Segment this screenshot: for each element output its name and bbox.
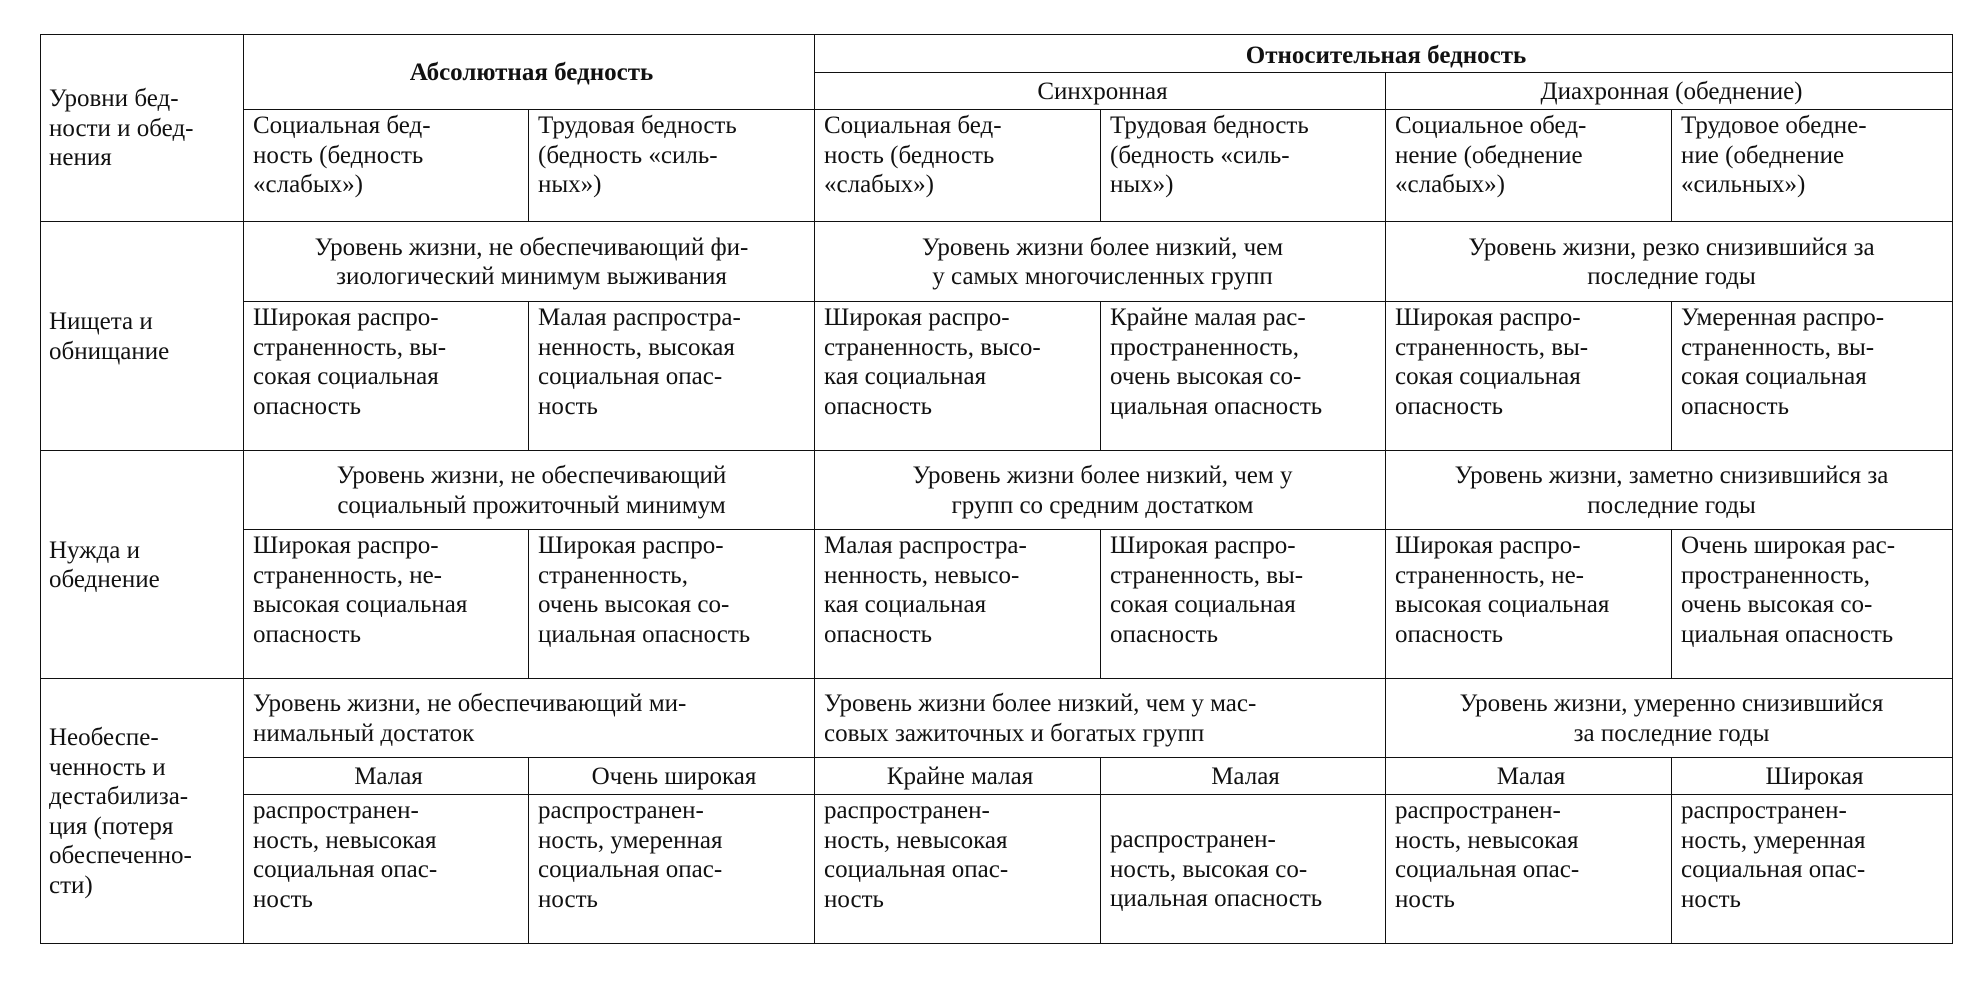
table-cell: Широкая распро- страненность, вы- сокая социальная опасность: [1386, 302, 1672, 451]
relative-poverty-header: Относительная бедность: [815, 35, 1953, 73]
level-description: Уровень жизни, умеренно снизившийся за последние годы: [1386, 679, 1953, 758]
table-cell: Широкая распро- страненность, не- высокая социальная опасность: [244, 530, 529, 679]
prevalence-head: Малая: [1101, 758, 1386, 795]
level-label: Нужда и обеднение: [41, 451, 244, 679]
level-1-cells-row: [41, 302, 1953, 451]
prevalence-head: Очень широкая: [529, 758, 815, 795]
level-label: Нищета и обнищание: [41, 222, 244, 451]
prevalence-head: Крайне малая: [815, 758, 1101, 795]
poverty-levels-table: [40, 34, 1953, 944]
column-header: Социальная бед- ность (бедность «слабых»): [244, 110, 529, 222]
table-cell: Малая распростра- ненность, высокая социальная опас- ность: [529, 302, 815, 451]
table-cell: Очень широкая рас- пространенность, очень высокая со- циальная опасность: [1672, 530, 1953, 679]
level-description: Уровень жизни, не обеспечивающий ми- нимальный достаток: [244, 679, 815, 758]
table-cell: Умеренная распро- страненность, вы- сокая социальная опасность: [1672, 302, 1953, 451]
table-cell: распространен- ность, невысокая социальная опас- ность: [815, 795, 1101, 944]
level-description: Уровень жизни, резко снизившийся за последние годы: [1386, 222, 1953, 302]
column-header: Трудовая бедность (бедность «силь- ных»): [1101, 110, 1386, 222]
level-3-cells-row: [41, 795, 1953, 944]
prevalence-head: Малая: [1386, 758, 1672, 795]
prevalence-head: Малая: [244, 758, 529, 795]
table-cell: Широкая распро- страненность, не- высокая социальная опасность: [1386, 530, 1672, 679]
column-header: Социальное обед- нение (обеднение «слабых»): [1386, 110, 1672, 222]
header-row-1: [41, 35, 1953, 73]
level-2-cells-row: [41, 530, 1953, 679]
level-description: Уровень жизни, заметно снизившийся за последние годы: [1386, 451, 1953, 530]
table-cell: распространен- ность, высокая со- циальная опасность: [1101, 795, 1386, 944]
diachronous-header: Диахронная (обеднение): [1386, 73, 1953, 110]
level-description: Уровень жизни более низкий, чем у групп со средним достатком: [815, 451, 1386, 530]
level-3-heads-row: [41, 758, 1953, 795]
level-description: Уровень жизни более низкий, чем у мас- совых зажиточных и богатых групп: [815, 679, 1386, 758]
level-1-description-row: [41, 222, 1953, 302]
table-cell: Широкая распро- страненность, вы- сокая социальная опасность: [244, 302, 529, 451]
table-cell: Широкая распро- страненность, вы- сокая социальная опасность: [1101, 530, 1386, 679]
poverty-levels-document: [40, 34, 1952, 944]
column-header: Трудовое обедне- ние (обеднение «сильных»): [1672, 110, 1953, 222]
absolute-poverty-header: Абсолютная бедность: [244, 35, 815, 110]
level-2-description-row: [41, 451, 1953, 530]
table-cell: распространен- ность, умеренная социальная опас- ность: [529, 795, 815, 944]
table-cell: распространен- ность, невысокая социальная опас- ность: [244, 795, 529, 944]
column-header: Трудовая бедность (бедность «силь- ных»): [529, 110, 815, 222]
table-cell: распространен- ность, невысокая социальная опас- ность: [1386, 795, 1672, 944]
table-cell: распространен- ность, умеренная социальная опас- ность: [1672, 795, 1953, 944]
level-description: Уровень жизни, не обеспечивающий фи- зиологический минимум выживания: [244, 222, 815, 302]
table-cell: Малая распростра- ненность, невысо- кая социальная опасность: [815, 530, 1101, 679]
table-cell: Широкая распро- страненность, высо- кая социальная опасность: [815, 302, 1101, 451]
level-description: Уровень жизни, не обеспечивающий социальный прожиточный минимум: [244, 451, 815, 530]
level-3-description-row: [41, 679, 1953, 758]
level-label: Необеспе- ченность и дестабилиза- ция (потеря обеспеченно- сти): [41, 679, 244, 944]
synchronous-header: Синхронная: [815, 73, 1386, 110]
column-header: Социальная бед- ность (бедность «слабых»): [815, 110, 1101, 222]
header-row-3: [41, 110, 1953, 222]
corner-header: Уровни бед- ности и обед- нения: [41, 35, 244, 222]
prevalence-head: Широкая: [1672, 758, 1953, 795]
table-cell: Крайне малая рас- пространенность, очень высокая со- циальная опасность: [1101, 302, 1386, 451]
table-cell: Широкая распро- страненность, очень высокая со- циальная опасность: [529, 530, 815, 679]
level-description: Уровень жизни более низкий, чем у самых многочисленных групп: [815, 222, 1386, 302]
